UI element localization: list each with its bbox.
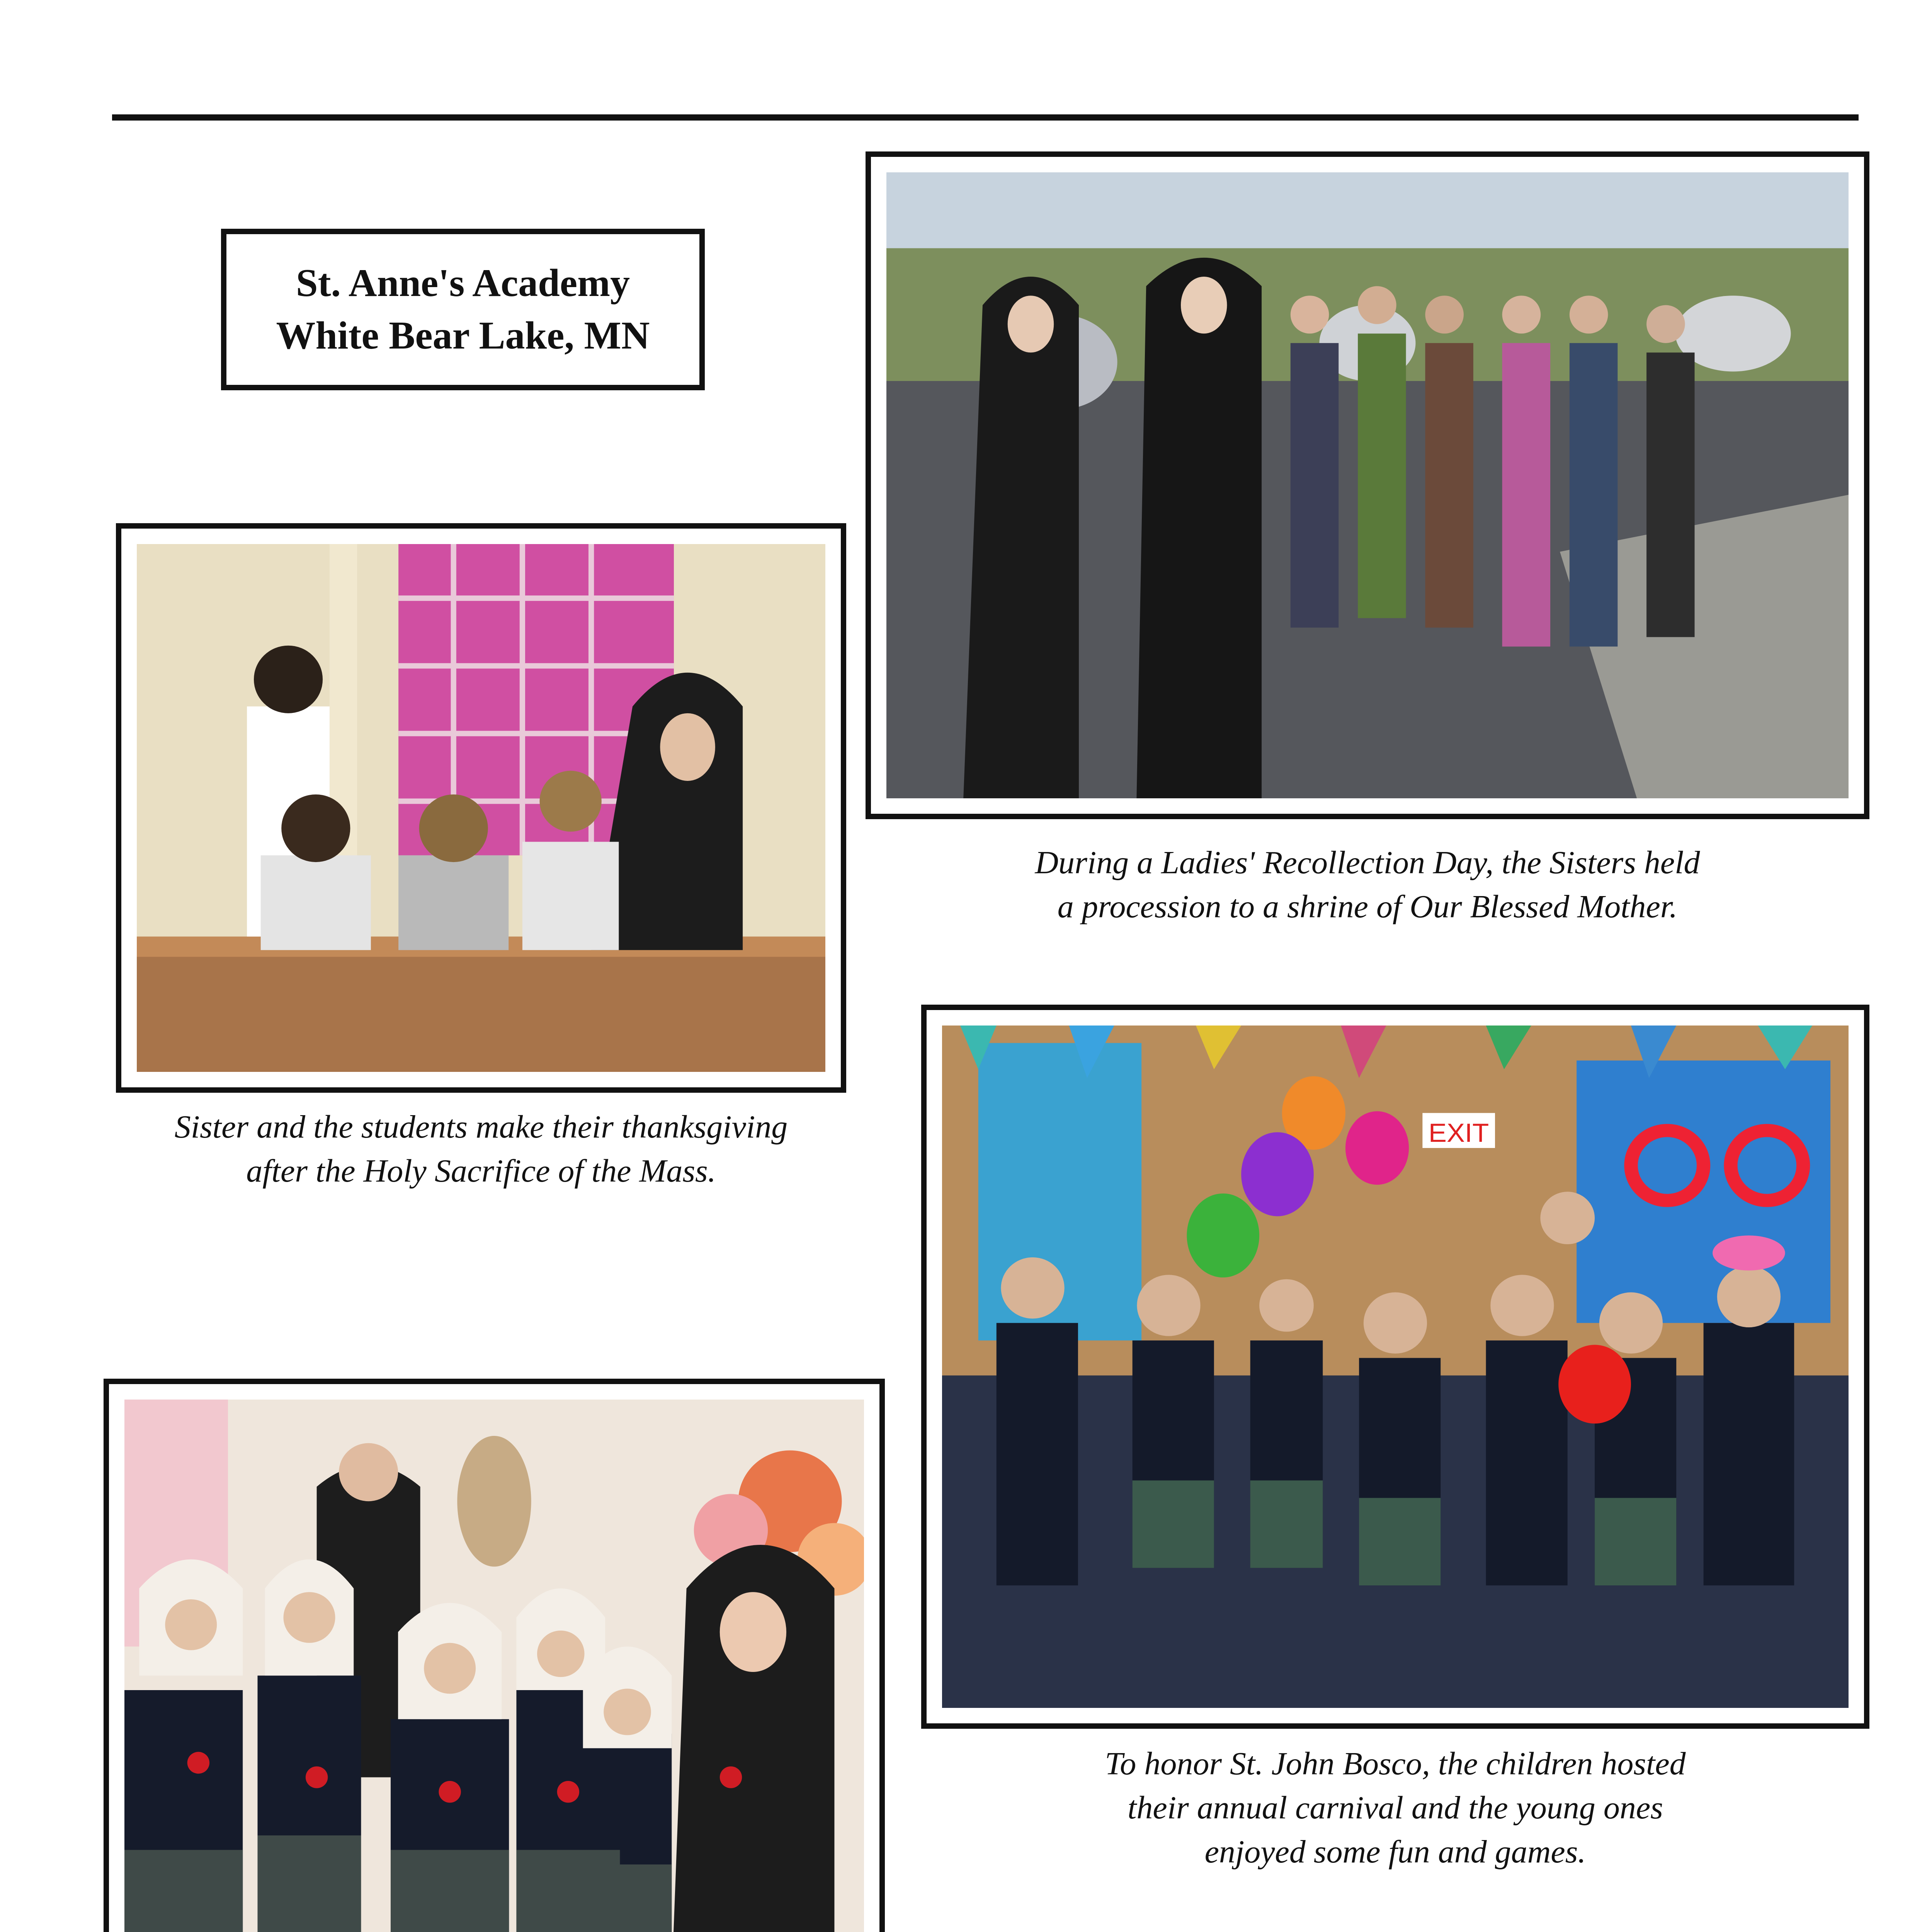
top-rule <box>112 114 1859 121</box>
carnival-photo-frame <box>921 1005 1869 1729</box>
exit-sign: EXIT <box>1429 1118 1489 1148</box>
school-title-box <box>221 229 705 390</box>
thanksgiving-caption-line: after the Holy Sacrifice of the Mass. <box>246 1153 716 1189</box>
sacred-heart-club-photo <box>124 1400 864 1932</box>
school-name: St. Anne's Academy <box>296 261 630 305</box>
procession-photo-frame <box>866 151 1869 819</box>
carnival-caption-line: enjoyed some fun and games. <box>1204 1834 1586 1870</box>
procession-caption-line: a procession to a shrine of Our Blessed Mother. <box>1057 889 1678 925</box>
thanksgiving-caption <box>93 1105 869 1193</box>
carnival-photo <box>942 1026 1849 1708</box>
carnival-caption-line: their annual carnival and the young ones <box>1128 1790 1663 1826</box>
carnival-caption-line: To honor St. John Bosco, the children hosted <box>1105 1746 1686 1782</box>
thanksgiving-photo <box>137 544 825 1072</box>
procession-caption <box>866 841 1869 929</box>
procession-photo <box>886 172 1849 798</box>
thanksgiving-caption-line: Sister and the students make their thanksgiving <box>174 1109 788 1145</box>
school-location: White Bear Lake, MN <box>276 314 650 357</box>
procession-caption-line: During a Ladies' Recollection Day, the Sisters held <box>1035 845 1700 881</box>
sacred-heart-club-photo-frame <box>104 1379 885 1932</box>
carnival-caption <box>921 1742 1869 1874</box>
thanksgiving-photo-frame <box>116 523 846 1093</box>
